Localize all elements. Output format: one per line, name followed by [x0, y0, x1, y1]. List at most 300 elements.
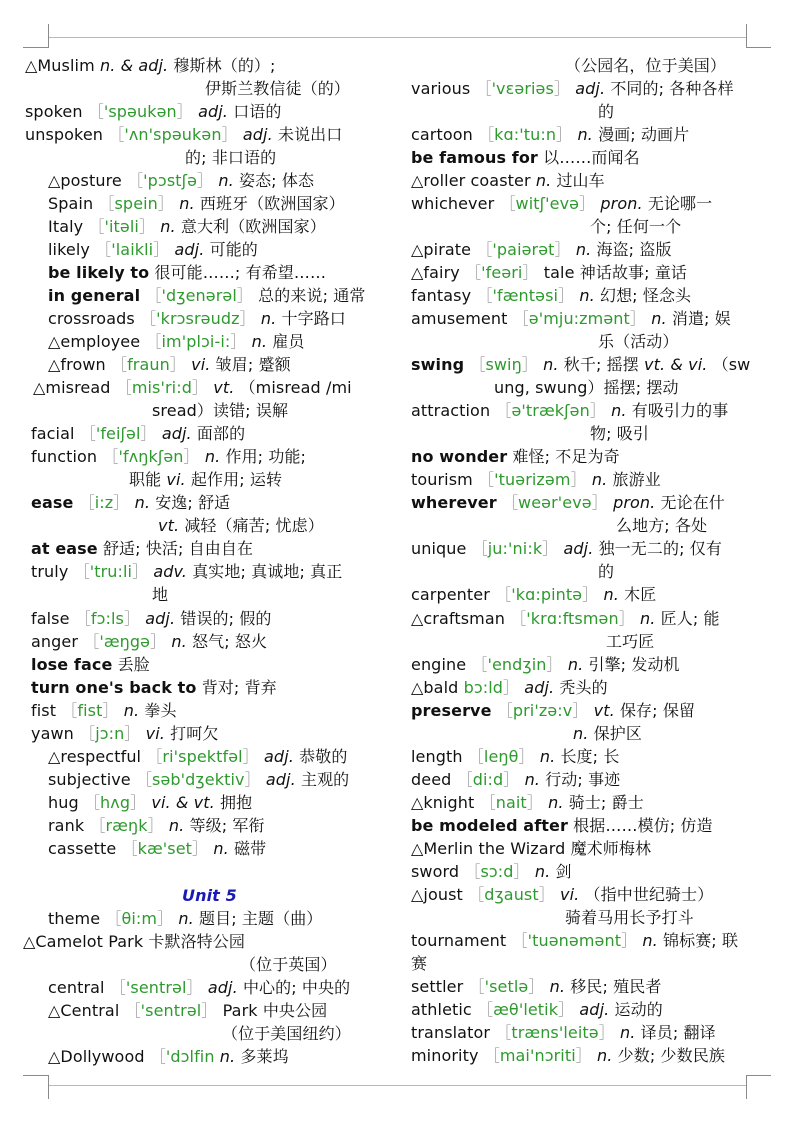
bracket-close: ］	[538, 885, 555, 904]
headword: in general	[48, 286, 141, 305]
part-of-speech: adj.	[242, 125, 273, 144]
part-of-speech: n.	[591, 470, 608, 489]
phonetic: leŋθ	[483, 747, 519, 766]
headword: yawn	[31, 724, 74, 743]
phonetic: witʃ'evə	[515, 194, 580, 213]
bracket-open: ［	[73, 562, 90, 581]
vocab-entry	[31, 653, 150, 676]
phonetic: i:z	[94, 493, 114, 512]
part-of-speech: n.	[134, 493, 151, 512]
headword: hug	[48, 793, 79, 812]
headword: various	[411, 79, 471, 98]
bracket-close: ］	[521, 355, 538, 374]
definition: 背对; 背弃	[201, 678, 277, 697]
bracket-open: ［	[79, 724, 96, 743]
part-of-speech: adj.	[575, 79, 606, 98]
bracket-open: ［	[135, 770, 153, 789]
definition: 魔术师梅林	[570, 839, 652, 858]
bracket-close: ］	[591, 493, 608, 512]
definition: 神话故事; 童话	[579, 263, 688, 282]
definition: 主观的	[300, 770, 350, 789]
headword: crossroads	[48, 309, 135, 328]
headword: tourism	[411, 470, 473, 489]
bracket-close: ］	[526, 793, 543, 812]
phonetic: 'sentrəl	[125, 978, 187, 997]
vocab-entry	[33, 376, 352, 399]
part-of-speech: n.	[178, 909, 194, 928]
corner-mark-bottom-right-h	[746, 1075, 771, 1076]
bracket-open: ［	[83, 793, 101, 812]
bracket-close: ］	[197, 171, 214, 190]
vocab-entry	[31, 422, 245, 445]
bracket-open: ［	[495, 401, 512, 420]
definition: 译员; 翻译	[640, 1023, 716, 1042]
phonetic: 'itəli	[104, 217, 139, 236]
bracket-open: ［	[124, 1001, 141, 1020]
vocab-continuation	[152, 583, 168, 606]
bracket-open: ［	[105, 909, 122, 928]
part-of-speech: n.	[179, 194, 195, 213]
vocab-continuation	[411, 952, 427, 975]
bracket-open: ［	[89, 816, 106, 835]
headword: △Merlin the Wizard	[411, 839, 566, 858]
vocab-entry	[411, 468, 661, 491]
definition: 姿态; 体态	[238, 171, 315, 190]
headword: unique	[411, 539, 467, 558]
bracket-close: ］	[150, 632, 167, 651]
phonetic: pri'zə:v	[512, 701, 573, 720]
part-of-speech: n.	[543, 355, 559, 374]
vocab-entry	[411, 837, 651, 860]
bracket-close: ］	[579, 194, 596, 213]
phonetic: di:d	[472, 770, 504, 789]
phonetic: fɔ:ls	[90, 609, 124, 628]
definition: 独一无二的; 仅有	[598, 539, 722, 558]
vocab-entry	[411, 791, 644, 814]
definition: 西班牙（欧洲国家）	[199, 194, 345, 213]
definition: 长度; 长	[560, 747, 620, 766]
bracket-close: ］	[153, 240, 170, 259]
vocab-entry	[31, 722, 218, 745]
corner-mark-bottom-left-h	[23, 1075, 49, 1076]
part-of-speech: n.	[123, 701, 140, 720]
headword: △Dollywood	[48, 1047, 145, 1066]
definition: 作用; 功能;	[225, 447, 307, 466]
unit-heading	[182, 884, 237, 907]
bracket-close: ］	[621, 931, 638, 950]
phonetic: swiŋ	[485, 355, 522, 374]
definition: 消遣; 娱	[671, 309, 731, 328]
headword-tail: tale	[543, 263, 575, 282]
phonetic: nait	[495, 793, 527, 812]
phonetic: 'setlə	[484, 977, 529, 996]
part-of-speech: adj.	[265, 770, 296, 789]
headword: lose face	[31, 655, 113, 674]
definition: 恭敬的	[299, 747, 348, 766]
bracket-close: ］	[553, 79, 571, 98]
part-of-speech: n.	[549, 977, 566, 996]
headword: Spain	[48, 194, 94, 213]
part-of-speech: n.	[524, 770, 540, 789]
bracket-open: ［	[512, 309, 529, 328]
phonetic: 'feiʃəl	[95, 424, 141, 443]
phonetic: 'krɔsrəudz	[156, 309, 240, 328]
bracket-open: ［	[98, 194, 115, 213]
bracket-close: ］	[242, 747, 259, 766]
definition: 无论哪一	[647, 194, 713, 213]
bracket-open: ［	[110, 355, 128, 374]
part-of-speech: n.	[573, 724, 589, 743]
part-of-speech: adj.	[207, 978, 238, 997]
part-of-speech-2: vt. & vi.	[644, 355, 708, 374]
bracket-open: ［	[471, 539, 488, 558]
vocab-entry	[25, 123, 342, 146]
bracket-close: ］	[582, 585, 599, 604]
headword: △craftsman	[411, 609, 505, 628]
vocab-entry	[411, 1021, 716, 1044]
definition: 真实地; 真诚地; 真正	[192, 562, 343, 581]
definition: ung, swung）摇摆; 摆动	[494, 378, 679, 397]
headword: unspoken	[25, 125, 104, 144]
bracket-close: ］	[244, 770, 261, 789]
bracket-open: ［	[510, 609, 527, 628]
part-of-speech: n.	[577, 125, 593, 144]
definition: 引擎; 发动机	[588, 655, 680, 674]
headword-tail: Park	[222, 1001, 258, 1020]
part-of-speech: vi.	[145, 724, 165, 743]
definition: （公园名，位于美国）	[565, 56, 727, 75]
bracket-open: ［	[468, 885, 485, 904]
definition: 物; 吸引	[590, 424, 649, 443]
vocab-entry	[411, 745, 619, 768]
definition: 锦标赛; 联	[663, 931, 739, 950]
part-of-speech: adj.	[161, 424, 192, 443]
part-of-speech: vt.	[213, 378, 235, 397]
vocab-entry	[48, 976, 350, 999]
vocab-entry	[411, 929, 738, 952]
phonetic: træns'leitə	[511, 1023, 599, 1042]
bracket-open: ［	[478, 125, 495, 144]
part-of-speech: n.	[534, 862, 551, 881]
definition: 乐（活动）	[598, 332, 679, 351]
definition: 赛	[411, 954, 428, 973]
vocab-entry	[411, 676, 608, 699]
corner-mark-top-left	[48, 24, 49, 48]
bracket-close: ］	[123, 609, 141, 628]
part-of-speech: n.	[597, 1046, 613, 1065]
definition: 移民; 殖民者	[570, 977, 662, 996]
corner-mark-bottom-right	[746, 1075, 747, 1099]
bracket-close: ］	[186, 978, 203, 997]
vocab-continuation	[565, 906, 694, 929]
bracket-close: ］	[157, 194, 175, 213]
headword: △employee	[48, 332, 141, 351]
vocab-entry	[411, 814, 713, 837]
bracket-close: ］	[140, 424, 157, 443]
phonetic: ju:'ni:k	[487, 539, 543, 558]
phonetic: səb'dʒektiv	[152, 770, 245, 789]
part-of-speech: n.	[218, 171, 234, 190]
phonetic: 'ʌn'spəukən	[124, 125, 222, 144]
bracket-close: ］	[513, 862, 530, 881]
phonetic: 'fʌŋkʃən	[118, 447, 184, 466]
definition: 运动的	[614, 1000, 663, 1019]
bracket-close: ］	[157, 909, 174, 928]
bracket-close: ］	[239, 309, 256, 328]
headword: athletic	[411, 1000, 472, 1019]
phonetic: 'paiərət	[492, 240, 555, 259]
bracket-close: ］	[542, 539, 559, 558]
definition: 难怪; 不足为奇	[512, 447, 620, 466]
definition: 匠人; 能	[660, 609, 720, 628]
bracket-close: ］	[598, 1023, 615, 1042]
bracket-open: ［	[95, 240, 112, 259]
phonetic: hʌg	[100, 793, 131, 812]
bottom-rule	[48, 1085, 746, 1086]
bracket-close: ］	[201, 1001, 218, 1020]
phonetic: 'tuənəmənt	[527, 931, 622, 950]
vocab-continuation	[129, 468, 282, 491]
part-of-speech: n.	[603, 585, 619, 604]
phonetic: 'tuərizəm	[494, 470, 571, 489]
vocab-entry	[411, 768, 620, 791]
definition: 雇员	[272, 332, 305, 351]
definition: （指中世纪骑士）	[584, 885, 714, 904]
vocab-entry	[411, 146, 640, 169]
vocab-continuation	[185, 146, 276, 169]
part-of-speech: n.	[640, 609, 656, 628]
definition: 个; 任何一个	[590, 217, 682, 236]
phonetic: 'endʒin	[487, 655, 547, 674]
part-of-speech: vi. & vt.	[151, 793, 215, 812]
definition: 的; 非口语的	[185, 148, 277, 167]
definition: 无论在什	[660, 493, 725, 512]
vocab-entry	[48, 169, 314, 192]
vocab-entry	[411, 284, 691, 307]
phonetic: ə'trækʃən	[511, 401, 590, 420]
bracket-open: ［	[477, 1000, 494, 1019]
definition: 的	[598, 562, 615, 581]
headword: △Muslim	[25, 56, 95, 75]
bracket-open: ［	[79, 424, 96, 443]
headword: △joust	[411, 885, 463, 904]
definition: 以……而闻名	[543, 148, 640, 167]
definition: （位于美国纽约）	[222, 1024, 351, 1043]
definition: 地	[152, 585, 169, 604]
headword: rank	[48, 816, 85, 835]
bracket-open: ［	[511, 931, 528, 950]
definition: 剑	[555, 862, 572, 881]
phonetic: θi:m	[121, 909, 158, 928]
phonetic: mis'ri:d	[131, 378, 192, 397]
vocab-continuation	[598, 330, 679, 353]
definition: 秋千; 摇摆	[563, 355, 639, 374]
definition: 伊斯兰教信徒（的）	[205, 79, 350, 98]
definition: 可能的	[209, 240, 258, 259]
phonetic: 'kɑ:pintə	[511, 585, 583, 604]
vocab-entry	[48, 814, 265, 837]
phonetic: im'plɔi-i:	[161, 332, 231, 351]
definition: 未说出口	[277, 125, 343, 144]
bracket-open: ［	[149, 1047, 166, 1066]
phonetic: spein	[114, 194, 158, 213]
definition: 么地方; 各处	[616, 516, 708, 535]
headword: carpenter	[411, 585, 490, 604]
bracket-open: ［	[475, 79, 492, 98]
vocab-entry	[411, 399, 728, 422]
headword: wherever	[411, 493, 497, 512]
vocab-entry	[411, 583, 656, 606]
headword: △fairy	[411, 263, 460, 282]
definition: 多莱坞	[240, 1047, 289, 1066]
headword: be likely to	[48, 263, 150, 282]
phonetic: 'vɛəriəs	[491, 79, 554, 98]
part-of-speech: adj.	[198, 102, 228, 121]
vocab-entry	[411, 192, 712, 215]
vocab-entry	[48, 238, 258, 261]
corner-mark-top-right	[746, 24, 747, 48]
definition: 拳头	[144, 701, 177, 720]
headword: △posture	[48, 171, 122, 190]
corner-mark-top-right-h	[746, 47, 771, 48]
vocab-continuation	[590, 422, 649, 445]
definition: 木匠	[624, 585, 657, 604]
headword: cartoon	[411, 125, 473, 144]
phonetic: 'spəukən	[103, 102, 177, 121]
definition: 的	[598, 102, 615, 121]
definition: 减轻（痛苦; 忧虑）	[184, 516, 324, 535]
headword: truly	[31, 562, 69, 581]
phonetic: 'laikli	[111, 240, 154, 259]
bracket-close: ］	[176, 102, 193, 121]
bracket-open: ［	[495, 1023, 512, 1042]
definition: 职能	[129, 470, 162, 489]
part-of-speech: n.	[160, 217, 176, 236]
part-of-speech: n.	[611, 401, 627, 420]
vocab-continuation	[573, 722, 642, 745]
vocab-entry	[48, 353, 291, 376]
headword: subjective	[48, 770, 131, 789]
headword: turn one's back to	[31, 678, 197, 697]
bracket-close: ］	[138, 217, 156, 236]
vocab-continuation	[565, 54, 726, 77]
headword: whichever	[411, 194, 495, 213]
bracket-close: ］	[191, 378, 209, 397]
definition: 中央公园	[262, 1001, 328, 1020]
headword: swing	[411, 355, 465, 374]
bracket-close: ］	[522, 263, 539, 282]
bracket-open: ［	[471, 655, 488, 674]
vocab-entry	[31, 607, 272, 630]
vocab-entry	[411, 998, 663, 1021]
headword: central	[48, 978, 105, 997]
part-of-speech: vi.	[191, 355, 211, 374]
headword: preserve	[411, 701, 492, 720]
bracket-open: ［	[87, 102, 104, 121]
bracket-close: ］	[124, 724, 141, 743]
vocab-entry	[31, 676, 277, 699]
part-of-speech: n.	[539, 747, 556, 766]
bracket-open: ［	[476, 286, 493, 305]
part-of-speech: n.	[213, 839, 229, 858]
headword: no wonder	[411, 447, 508, 466]
bracket-close: ］	[629, 309, 647, 328]
bracket-open: ［	[145, 286, 162, 305]
definition: （位于英国）	[240, 955, 337, 974]
vocab-entry	[411, 169, 605, 192]
definition: 口语的	[233, 102, 282, 121]
vocab-continuation	[606, 630, 654, 653]
definition: 工巧匠	[606, 632, 655, 651]
bracket-open: ［	[78, 493, 95, 512]
vocab-entry	[31, 560, 342, 583]
part-of-speech: vt.	[158, 516, 180, 535]
definition: 行动; 事迹	[545, 770, 621, 789]
vocab-entry	[411, 261, 687, 284]
headword: △bald	[411, 678, 459, 697]
definition: 根据……模仿; 仿造	[573, 816, 713, 835]
phonetic: 'æŋgə	[99, 632, 151, 651]
headword: length	[411, 747, 463, 766]
phonetic: 'sentrəl	[140, 1001, 202, 1020]
phonetic: dʒaust	[484, 885, 539, 904]
vocab-continuation	[598, 100, 614, 123]
part-of-speech: n.	[548, 793, 564, 812]
phonetic: 'tru:li	[89, 562, 133, 581]
definition: 拥抱	[220, 793, 253, 812]
part-of-speech: n.	[535, 171, 552, 190]
vocab-continuation	[158, 514, 324, 537]
headword: △Camelot Park	[23, 932, 144, 951]
vocab-continuation	[152, 399, 288, 422]
vocab-entry	[48, 907, 322, 930]
vocab-entry	[48, 999, 327, 1022]
definition: 海盗; 盗版	[596, 240, 672, 259]
definition: 总的来说; 通常	[258, 286, 366, 305]
part-of-speech: n.	[251, 332, 268, 351]
headword: △knight	[411, 793, 475, 812]
bracket-open: ［	[139, 309, 157, 328]
phonetic: ri'spektfəl	[162, 747, 243, 766]
bracket-open: ［	[469, 355, 486, 374]
bracket-open: ［	[495, 585, 512, 604]
vocab-entry	[25, 54, 276, 77]
bracket-close: ］	[169, 355, 186, 374]
bracket-close: ］	[575, 1046, 592, 1065]
part-of-speech: n. & adj.	[99, 56, 169, 75]
part-of-speech: n.	[567, 655, 584, 674]
definition: 秃头的	[559, 678, 608, 697]
headword: fist	[31, 701, 57, 720]
phonetic: 'fæntəsi	[492, 286, 559, 305]
headword: likely	[48, 240, 90, 259]
definition: 少数; 少数民族	[617, 1046, 725, 1065]
bracket-close: ］	[572, 701, 589, 720]
phonetic: kæ'set	[137, 839, 193, 858]
bracket-open: ［	[145, 332, 162, 351]
headword: false	[31, 609, 70, 628]
part-of-speech: adj.	[145, 609, 176, 628]
headword: sword	[411, 862, 460, 881]
part-of-speech: n.	[620, 1023, 636, 1042]
unit-title: Unit 5	[182, 886, 237, 905]
phonetic: mai'nɔriti	[499, 1046, 576, 1065]
vocab-continuation	[616, 514, 707, 537]
vocab-entry	[48, 215, 326, 238]
headword: attraction	[411, 401, 491, 420]
vocab-continuation	[590, 215, 681, 238]
part-of-speech: vt.	[593, 701, 615, 720]
